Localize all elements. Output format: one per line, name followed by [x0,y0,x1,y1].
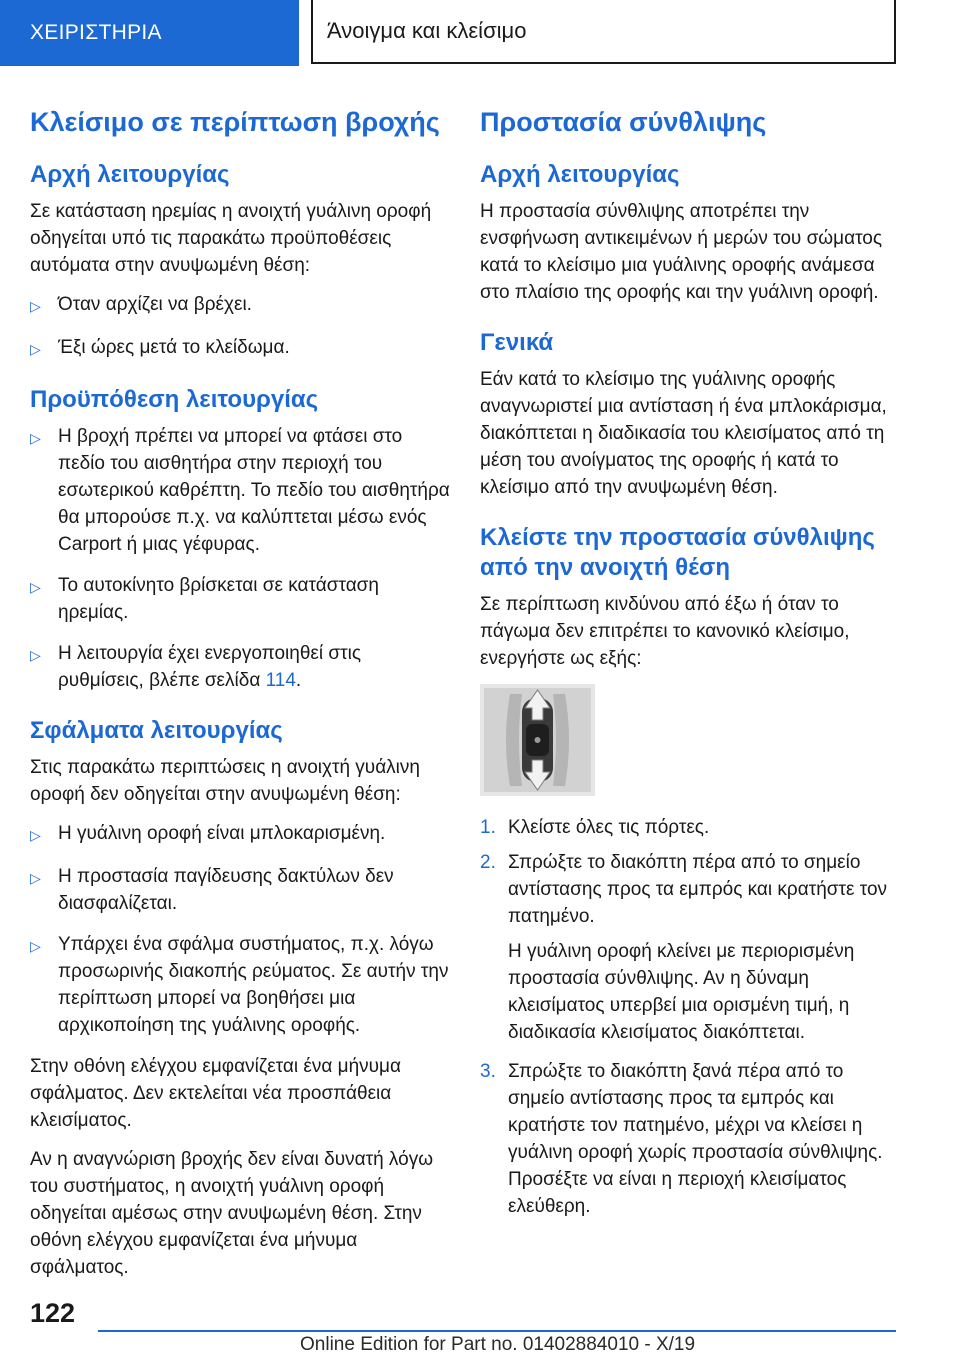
step-item: 3. Σπρώξτε το διακόπτη ξανά πέρα από το σημείο αντίστασης προς τα εμπρός και κρατήστε τον πατημένο, μέχρι να κλείσει η γυάλινη οροφή χωρίς προστασία σύνθλιψης. Προσέξτε να είναι η περιοχή κλεισίματος ελεύθερη. [480,1061,883,1218]
triangle-bullet-icon: ▷ [30,579,41,596]
triangle-bullet-icon: ▷ [30,647,41,664]
principle-text: Σε κατάσταση ηρεμίας η ανοιχτή γυάλινη οροφή οδηγείται υπό τις παρακάτω προϋποθέσεις αυτόματα στην ανυψωμένη θέση: [30,201,432,277]
switch-illustration [480,684,595,796]
triangle-bullet-icon: ▷ [30,430,41,447]
triangle-bullet-icon: ▷ [30,827,41,844]
triangle-bullet-icon: ▷ [30,298,41,315]
footer-rule [98,1330,896,1332]
list-item: ▷ Έξι ώρες μετά το κλείδωμα. [30,334,450,363]
faults-intro: Στις παρακάτω περιπτώσεις η ανοιχτή γυάλινη οροφή δεν οδηγείται στην ανυψωμένη θέση: [30,757,420,806]
list-item: ▷ Η βροχή πρέπει να μπορεί να φτάσει στο πεδίο του αισθητήρα στην περιοχή του εσωτερικού καθρέπτη. Το πεδίο του αισθητήρα θα μπορούσε π.χ. να καλύπτεται μέσω ενός Carport ή μιας γέφυρας. [30,423,450,558]
triangle-bullet-icon: ▷ [30,870,41,887]
triangle-bullet-icon: ▷ [30,341,41,358]
step-item: 2. Σπρώξτε το διακόπτη πέρα από το σημείο αντίστασης προς τα εμπρός και κρατήστε τον πατημένο. [480,852,888,928]
list-item: ▷ Η λειτουργία έχει ενεργοποιηθεί στις ρυθμίσεις, βλέπε σελίδα 114. [30,640,450,694]
list-item: ▷ Υπάρχει ένα σφάλμα συστήματος, π.χ. λόγω προσωρινής διακοπής ρεύματος. Σε αυτήν την περίπτωση μπορεί να βοηθήσει μια αρχικοποίηση της γυάλινης οροφής. [30,931,450,1039]
step-item: 1. Κλείστε όλες τις πόρτες. [480,817,710,839]
close-heading: Κλείστε την προστασία σύνθλιψης από την ανοιχτή θέση [480,524,875,582]
list-item: ▷ Η προστασία παγίδευσης δακτύλων δεν διασφαλίζεται. [30,863,450,917]
principle-text: Η προστασία σύνθλιψης αποτρέπει την ενσφήνωση αντικειμένων ή μερών του σώματος κατά το κλείσιμο μια γυάλινης οροφής ανάμεσα στο πλαίσιο της οροφής και την γυάλινη οροφή. [480,201,883,304]
general-text: Εάν κατά το κλείσιμο της γυάλινης οροφής αναγνωριστεί μια αντίσταση ή ένα μπλοκάρισμα, διακόπτεται η διαδικασία του κλεισίματος από τη μέση του ανοίγματος της οροφής ή κατά το κλείσιμο από την ανυψωμένη θέση. [480,369,887,499]
faults-heading: Σφάλματα λειτουργίας [30,717,283,745]
edition-note: Online Edition for Part no. 01402884010 - X/19 [300,1334,696,1355]
principle-heading: Αρχή λειτουργίας [30,161,230,189]
pinch-protection-title: Προστασία σύνθλιψης [480,107,767,137]
faults-para1: Στην οθόνη ελέγχου εμφανίζεται ένα μήνυμα σφάλματος. Δεν εκτελείται νέα προσπάθεια κλεισίματος. [30,1056,401,1132]
right-column [480,96,900,1228]
rain-closing-title: Κλείσιμο σε περίπτωση βροχής [30,107,440,137]
prereq-heading: Προϋπόθεση λειτουργίας [30,386,319,414]
section-title: ΧΕΙΡΙΣΤΗΡΙΑ [30,21,162,44]
page-number: 122 [30,1298,76,1328]
chapter-header [311,0,896,64]
left-column [30,96,450,1293]
page-link[interactable]: 114 [265,670,296,692]
general-heading: Γενικά [480,329,554,357]
list-item: ▷ Το αυτοκίνητο βρίσκεται σε κατάσταση ηρεμίας. [30,572,450,626]
principle-heading: Αρχή λειτουργίας [480,161,680,189]
roof-switch-icon [480,684,595,796]
chapter-title: Άνοιγμα και κλείσιμο [327,18,527,43]
step-note: Η γυάλινη οροφή κλείνει με περιορισμένη προστασία σύνθλιψης. Αν η δύναμη κλεισίματος υπερβεί μια ορισμένη τιμή, η διαδικασία κλεισίματος διακόπτεται. [508,941,855,1044]
triangle-bullet-icon: ▷ [30,938,41,955]
list-item: ▷ Η γυάλινη οροφή είναι μπλοκαρισμένη. [30,820,450,849]
close-intro: Σε περίπτωση κινδύνου από έξω ή όταν το πάγωμα δεν επιτρέπει το κανονικό κλείσιμο, ενεργήστε ως εξής: [480,594,850,670]
faults-para2: Αν η αναγνώριση βροχής δεν είναι δυνατή λόγω του συστήματος, η ανοιχτή γυάλινη οροφή οδηγείται αμέσως στην ανυψωμένη θέση. Στην οθόνη ελέγχου εμφανίζεται ένα μήνυμα σφάλματος. [30,1149,434,1279]
list-item: ▷ Όταν αρχίζει να βρέχει. [30,291,450,320]
section-tab [0,0,299,66]
